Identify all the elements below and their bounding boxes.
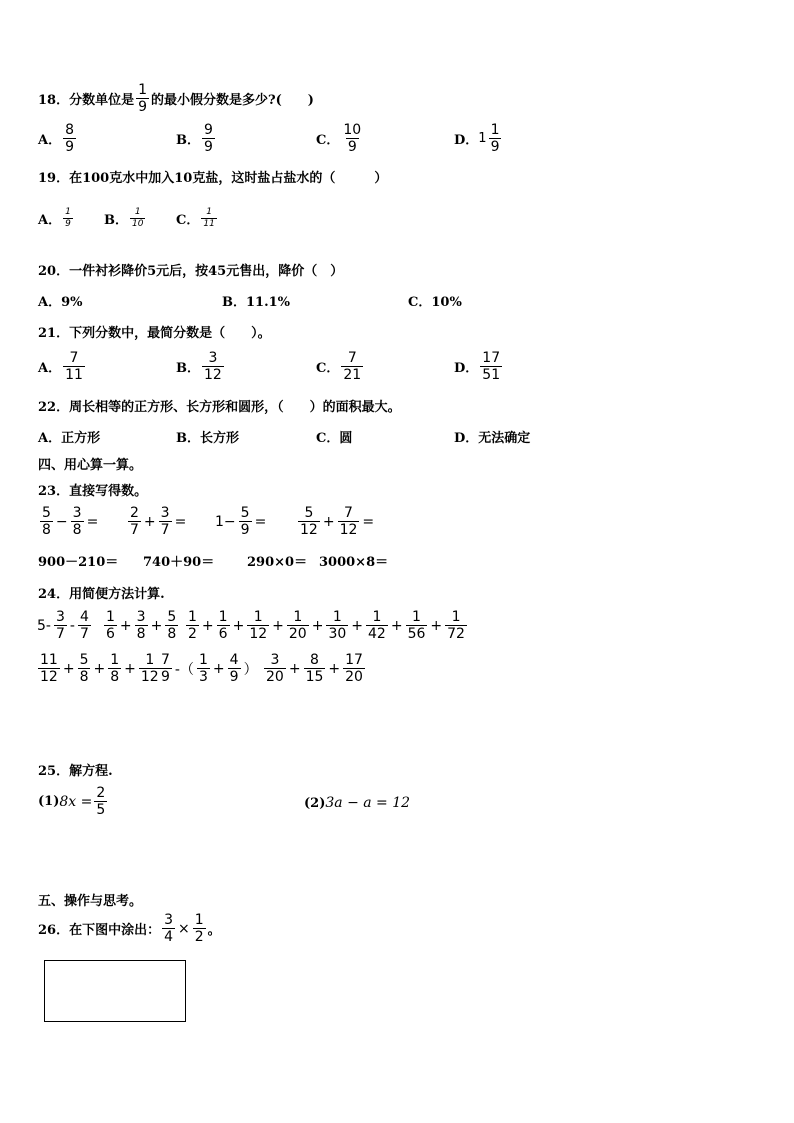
q25-stem: 25．解方程.: [38, 764, 113, 779]
q21-stem: 21．下列分数中，最简分数是（ ）。: [38, 326, 271, 341]
q21-option-b: B． $\frac{3}{12}$: [176, 350, 222, 383]
q21-option-d: D． $\frac{17}{51}$: [454, 350, 501, 383]
q23-row2-a: 900－210＝: [38, 555, 119, 570]
q20-option-a: A．9%: [38, 295, 83, 310]
q22-stem: 22．周长相等的正方形、长方形和圆形，（ ）的面积最大。: [38, 400, 401, 415]
q22-option-c: C．圆: [316, 431, 353, 446]
q22-option-a: A．正方形: [38, 431, 101, 446]
section-4-heading: 四、用心算一算。: [38, 458, 143, 473]
q22-option-d: D．无法确定: [454, 431, 531, 446]
q25-part-2: (2) 3a − a = 12: [304, 795, 411, 811]
q19-option-c: C． $\frac{1}{11}$: [176, 207, 215, 229]
q26-shading-rectangle[interactable]: [44, 960, 186, 1022]
q18-option-d: D． 1 $\frac{1}{9}$: [454, 122, 500, 155]
q18-prefix: 18．分数单位是: [38, 93, 135, 108]
q18-option-b: B． $\frac{9}{9}$: [176, 122, 213, 155]
q24-expr-5: $\frac{7}{9}$ -（ $\frac{1}{3}$ + $\frac{4}{9}$ ）: [161, 652, 258, 685]
q19-option-b: B． $\frac{1}{10}$: [104, 207, 144, 229]
q25-part-1: (1) 8x = $\frac{2}{5}$: [38, 785, 106, 818]
q26-stem: 26．在下图中涂出： $\frac{3}{4}$ × $\frac{1}{2}$ 。: [38, 912, 221, 945]
q18-stem: [38, 82, 314, 115]
q24-expr-3: $\frac{1}{2}$ + $\frac{1}{6}$ + $\frac{1}{12}$ + $\frac{1}{20}$ + $\frac{1}{30}$ + $\frac{1}{42}$ + $\frac{1}{56}$ + $\frac{1}{72}$: [188, 609, 465, 642]
q23-row2-d: 3000×8＝: [319, 555, 389, 570]
q24-expr-1: 5- $\frac{3}{7}$ - $\frac{4}{7}$: [37, 609, 89, 642]
q20-option-c: C．10%: [408, 295, 462, 310]
q24-expr-4: $\frac{11}{12}$ + $\frac{5}{8}$ + $\frac{1}{8}$ + $\frac{1}{12}$: [40, 652, 159, 685]
section-5-heading: 五、操作与思考。: [38, 894, 143, 909]
q23-row2-b: 740＋90＝: [143, 555, 215, 570]
q21-option-c: C． $\frac{7}{21}$: [316, 350, 362, 383]
q24-stem: 24．用简便方法计算.: [38, 587, 165, 602]
q20-option-b: B．11.1%: [222, 295, 291, 310]
q23-expr-1: $\frac{5}{8}$ − $\frac{3}{8}$ =: [42, 505, 99, 538]
q18-option-c: C． $\frac{10}{9}$: [316, 122, 362, 155]
q22-option-b: B．长方形: [176, 431, 239, 446]
q18-option-a: A． $\frac{8}{9}$: [38, 122, 75, 155]
q23-expr-2: $\frac{2}{7}$ + $\frac{3}{7}$ =: [130, 505, 187, 538]
q19-stem: 19．在100克水中加入10克盐，这时盐占盐水的（ ）: [38, 171, 388, 186]
q20-stem: 20．一件衬衫降价5元后，按45元售出，降价（ ）: [38, 264, 344, 279]
q23-stem: 23．直接写得数。: [38, 484, 148, 499]
q18-unit-fraction: $\frac{1}{9}$: [138, 82, 148, 115]
q23-expr-4: $\frac{5}{12}$ + $\frac{7}{12}$ =: [300, 505, 375, 538]
q23-expr-3: 1− $\frac{5}{9}$ =: [215, 505, 267, 538]
q24-expr-6: $\frac{3}{20}$ + $\frac{8}{15}$ + $\frac{17}{20}$: [266, 652, 363, 685]
q18-suffix: 的最小假分数是多少?( ): [151, 93, 314, 108]
q19-option-a: A． $\frac{1}{9}$: [38, 207, 71, 229]
q23-row2-c: 290×0＝: [247, 555, 308, 570]
q21-option-a: A． $\frac{7}{11}$: [38, 350, 83, 383]
q24-expr-2: $\frac{1}{6}$ + $\frac{3}{8}$ + $\frac{5}{8}$: [106, 609, 177, 642]
